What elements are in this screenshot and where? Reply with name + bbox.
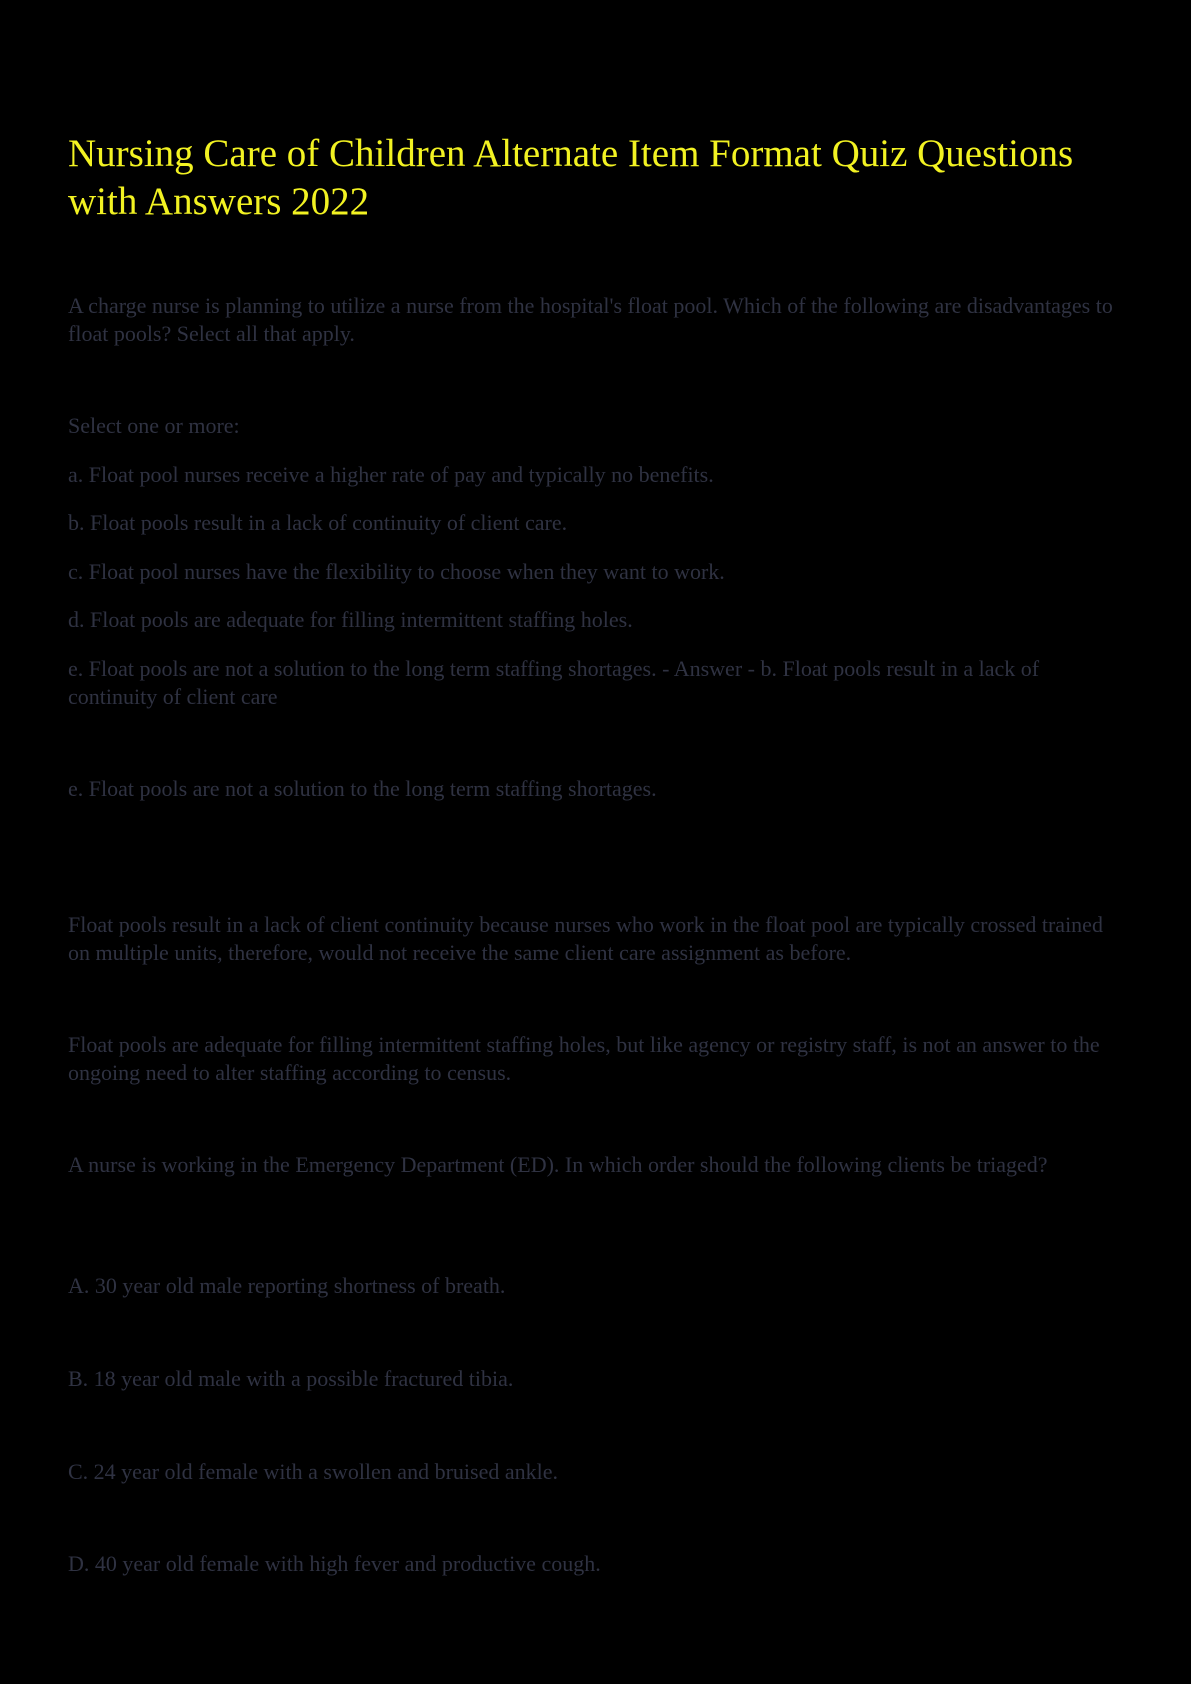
question-1-answer-continuation: e. Float pools are not a solution to the long term staffing shortages.: [68, 776, 657, 801]
document-title: Nursing Care of Children Alternate Item Format Quiz Questions with Answers 2022: [68, 132, 1074, 223]
question-1-option-c: c. Float pool nurses have the flexibility to choose when they want to work.: [68, 559, 725, 584]
question-1-option-a: a. Float pool nurses receive a higher rate of pay and typically no benefits.: [68, 462, 714, 487]
question-1-rationale-2: Float pools are adequate for filling intermittent staffing holes, but like agency or registry staff, is not an answer to the ongoing need to alter staffing according to census.: [68, 1032, 1100, 1085]
question-2-prompt: A nurse is working in the Emergency Department (ED). In which order should the following clients be triaged?: [68, 1152, 1048, 1177]
question-2-option-d: D. 40 year old female with high fever and productive cough.: [68, 1551, 601, 1576]
question-1-option-d: d. Float pools are adequate for filling intermittent staffing holes.: [68, 607, 633, 632]
question-2-option-a: A. 30 year old male reporting shortness of breath.: [68, 1273, 506, 1298]
question-1-rationale-1: Float pools result in a lack of client continuity because nurses who work in the float pool are typically crossed trained on multiple units, therefore, would not receive the same client care assignment as before.: [68, 912, 1103, 965]
question-1-instruction: Select one or more:: [68, 413, 240, 438]
question-1-option-b: b. Float pools result in a lack of continuity of client care.: [68, 510, 568, 535]
question-2-option-c: C. 24 year old female with a swollen and bruised ankle.: [68, 1459, 558, 1484]
question-1-prompt: A charge nurse is planning to utilize a nurse from the hospital's float pool. Which of the following are disadvantages to float pools? Select all that apply.: [68, 293, 1113, 346]
question-2-option-b: B. 18 year old male with a possible fractured tibia.: [68, 1366, 514, 1391]
question-1-option-e-with-answer: e. Float pools are not a solution to the long term staffing shortages. - Answer - b. Float pools result in a lack of continuity of client care: [68, 656, 1040, 709]
